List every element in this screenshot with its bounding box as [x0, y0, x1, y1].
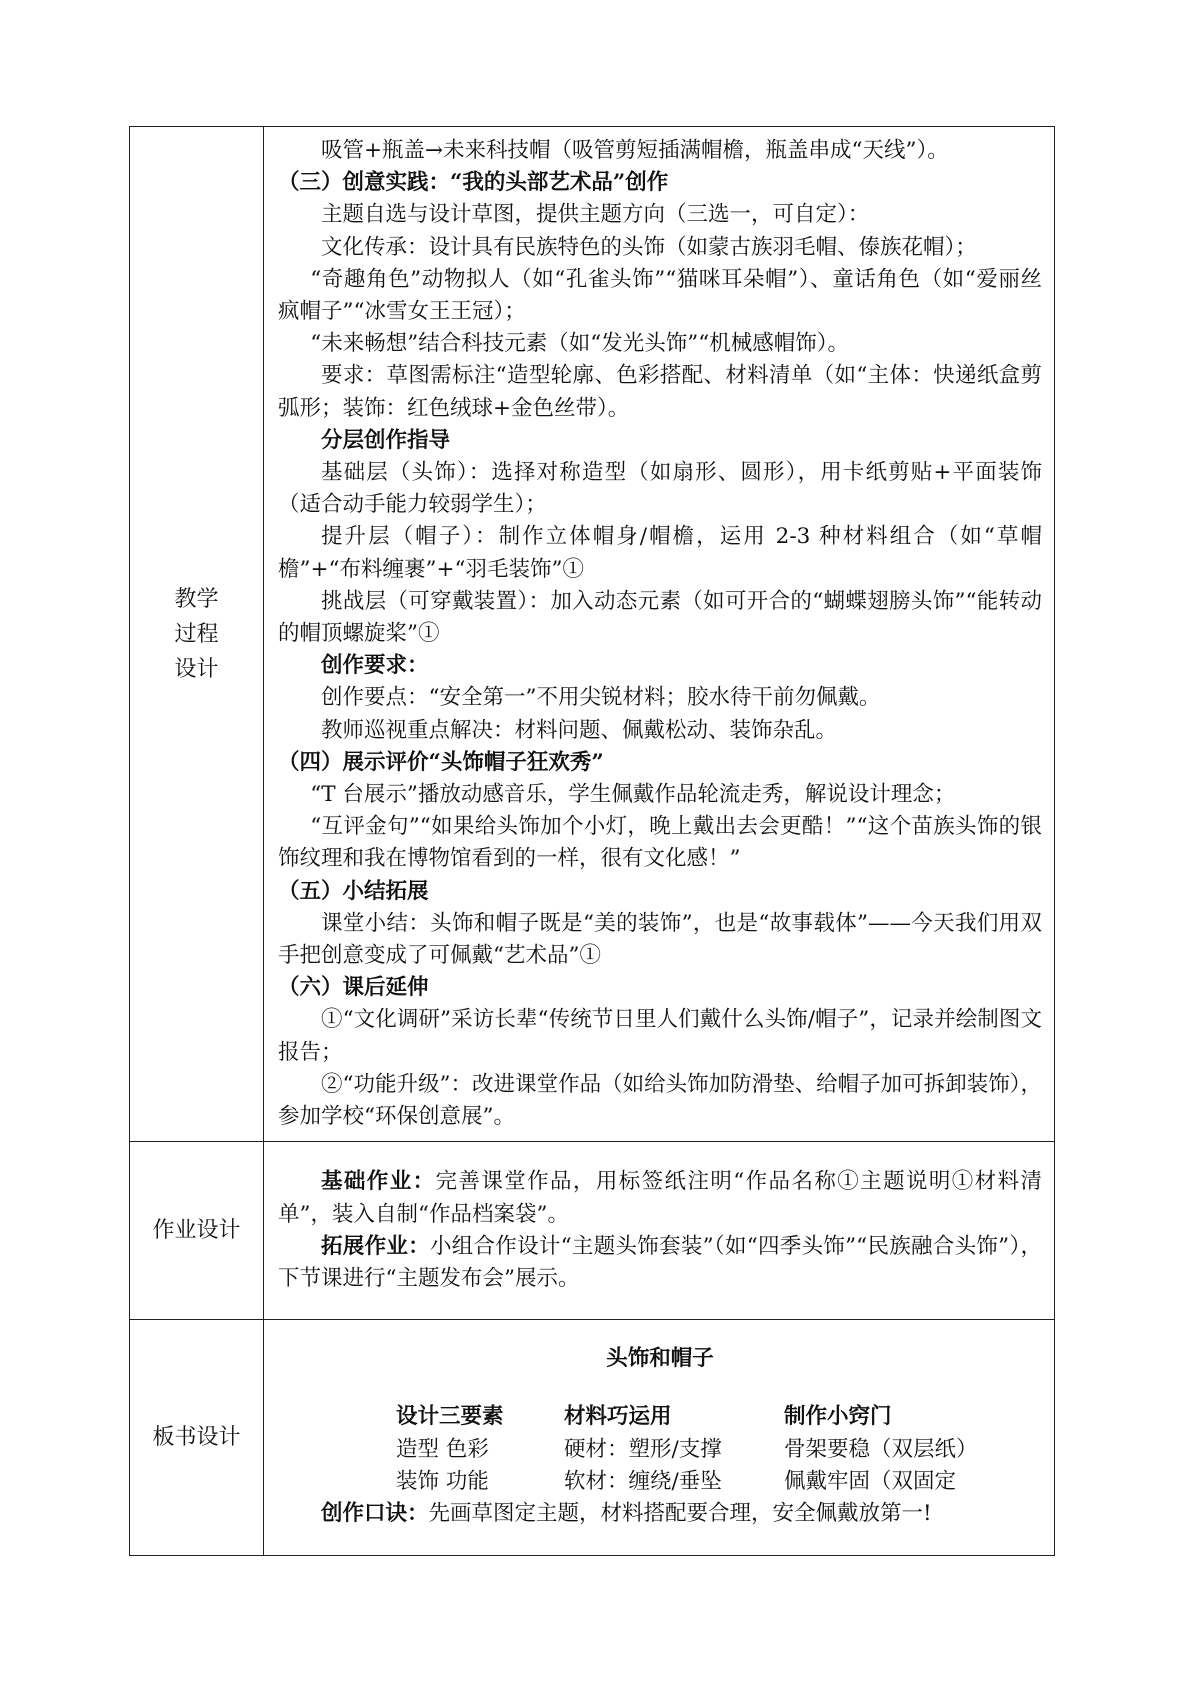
paragraph [278, 1166, 1042, 1230]
section-heading: （五）小结拓展 [278, 878, 429, 904]
paragraph: ①“文化调研”采访长辈“传统节日里人们戴什么头饰/帽子”，记录并绘制图文报告； [278, 1007, 1042, 1065]
paragraph: 文化传承：设计具有民族特色的头饰（如蒙古族羽毛帽、傣族花帽）； [321, 234, 977, 260]
board-cell: 硬材：塑形/支撑 [564, 1436, 722, 1462]
paragraph: “未来畅想”结合科技元素（如“发光头饰”“机械感帽饰）。 [310, 331, 849, 357]
paragraph: 课堂小结：头饰和帽子既是“美的装饰”，也是“故事载体”——今天我们用双手把创意变成了可佩戴“艺术品”① [278, 910, 1042, 969]
board-cell: 软材：缠绕/垂坠 [564, 1468, 722, 1494]
paragraph: 教师巡视重点解决：材料问题、佩戴松动、装饰杂乱。 [321, 717, 838, 743]
teaching-process-content [264, 127, 1055, 1142]
section-heading: （四）展示评价“头饰帽子狂欢秀” [278, 749, 604, 775]
label-line: 教学 [174, 586, 219, 612]
section-heading: 创作要求： [321, 653, 429, 679]
paragraph: “奇趣角色”动物拟人（如“孔雀头饰”“猫咪耳朵帽”）、童话角色（如“爱丽丝疯帽子”“冰雪女王王冠）； [278, 266, 1042, 325]
label-line: 设计 [174, 656, 219, 682]
paragraph: 提升层（帽子）：制作立体帽身/帽檐，运用 2-3 种材料组合（如“草帽檐”+“布料缠裹”+“羽毛装饰”① [278, 524, 1042, 582]
section-heading: 分层创作指导 [321, 427, 451, 453]
lesson-plan-table [129, 126, 1055, 1556]
paragraph: 主题自选与设计草图，提供主题方向（三选一，可自定）： [321, 202, 870, 228]
homework-row [130, 1142, 1055, 1320]
board-header: 设计三要素 [396, 1404, 504, 1430]
paragraph: ②“功能升级”：改进课堂作品（如给头饰加防滑垫、给帽子加可拆卸装饰），参加学校“环保创意展”。 [278, 1071, 1042, 1130]
paragraph: 要求：草图需标注“造型轮廓、色彩搭配、材料清单（如“主体：快递纸盒剪弧形；装饰：红色绒球+金色丝带）。 [278, 363, 1042, 421]
teaching-process-label [130, 127, 264, 1142]
homework-content [264, 1142, 1055, 1320]
paragraph: 挑战层（可穿戴装置）：加入动态元素（如可开合的“蝴蝶翅膀头饰”“能转动的帽顶螺旋桨”① [278, 588, 1042, 647]
creation-motto [278, 1498, 1042, 1530]
board-design-label: 板书设计 [130, 1320, 264, 1556]
motto-title: 创作口诀： [321, 1501, 429, 1527]
board-grid [396, 1401, 1042, 1498]
board-design-content [264, 1320, 1055, 1556]
basic-homework-title: 基础作业： [321, 1169, 436, 1195]
motto-text: 先画草图定主题，材料搭配要合理，安全佩戴放第一! [428, 1501, 932, 1527]
extended-homework-text: 小组合作设计“主题头饰套装”（如“四季头饰”“民族融合头饰”），下节课进行“主题发布会”展示。 [278, 1233, 1042, 1291]
paragraph [278, 1231, 1042, 1295]
board-header: 制作小窍门 [784, 1404, 892, 1430]
extended-homework-title: 拓展作业： [321, 1233, 430, 1259]
paragraph: 基础层（头饰）：选择对称造型（如扇形、圆形），用卡纸剪贴+平面装饰（适合动手能力较弱学生）； [278, 460, 1042, 518]
section-heading: （六）课后延伸 [278, 975, 429, 1001]
board-design-row [130, 1320, 1055, 1556]
board-cell: 装饰 功能 [396, 1468, 489, 1494]
paragraph: “T 台展示”播放动感音乐，学生佩戴作品轮流走秀，解说设计理念； [310, 782, 956, 808]
board-header: 材料巧运用 [564, 1404, 672, 1430]
section-heading: （三）创意实践：“我的头部艺术品”创作 [278, 170, 669, 196]
board-cell: 佩戴牢固（双固定 [784, 1468, 957, 1494]
label-line: 过程 [174, 621, 219, 647]
paragraph: 创作要点：“安全第一”不用尖锐材料；胶水待干前勿佩戴。 [321, 685, 881, 711]
paragraph: “互评金句”“如果给头饰加个小灯，晚上戴出去会更酷！”“这个苗族头饰的银饰纹理和我在博物馆看到的一样，很有文化感！” [278, 814, 1042, 872]
paragraph: 吸管+瓶盖→未来科技帽（吸管剪短插满帽檐，瓶盖串成“天线”）。 [321, 138, 949, 163]
board-cell: 骨架要稳（双层纸） [784, 1436, 978, 1462]
teaching-process-row [130, 127, 1055, 1142]
basic-homework-text: 完善课堂作品，用标签纸注明“作品名称①主题说明①材料清单”，装入自制“作品档案袋”。 [278, 1169, 1042, 1227]
homework-label: 作业设计 [130, 1142, 264, 1320]
board-cell: 造型 色彩 [396, 1436, 489, 1462]
board-title: 头饰和帽子 [606, 1346, 714, 1372]
